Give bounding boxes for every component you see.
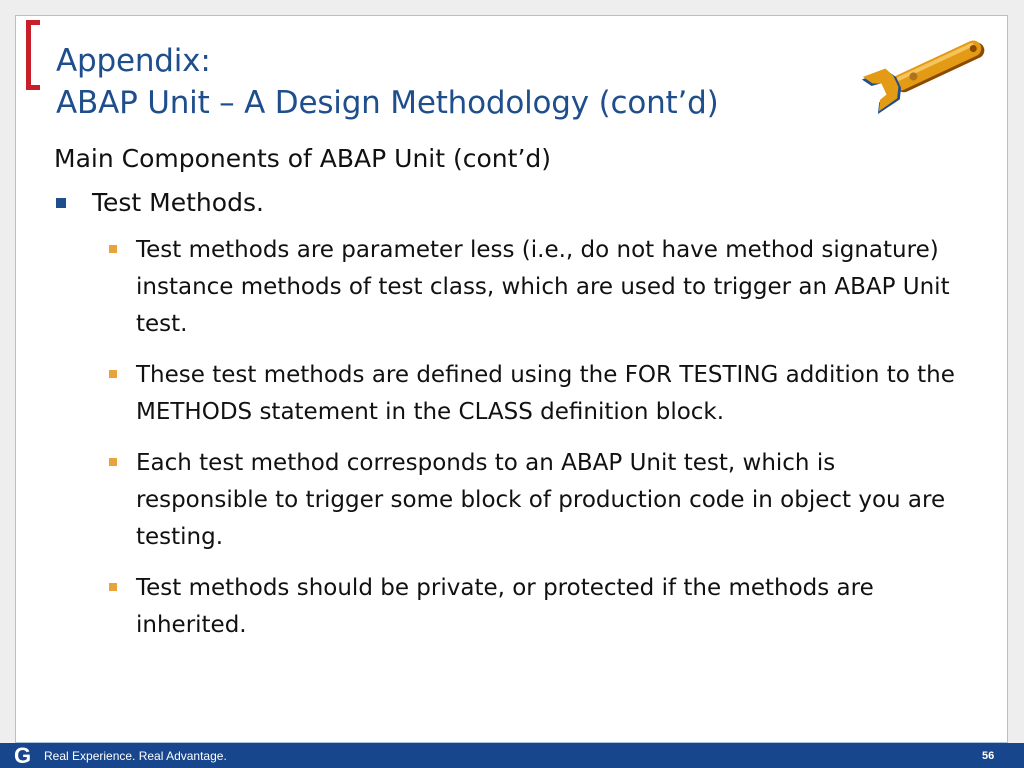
page-title (56, 40, 719, 124)
square-bullet-icon (109, 370, 117, 378)
square-bullet-icon (109, 458, 117, 466)
bullet-level-2 (54, 232, 956, 343)
bullet-text: These test methods are defined using the FOR TESTING addition to the METHODS statement in the CLASS definition block. (136, 362, 955, 425)
bullet-level-1 (54, 186, 954, 220)
bullet-text: Test methods are parameter less (i.e., do not have method signature) instance methods of test class, which are used to trigger an ABAP Unit test. (136, 237, 950, 337)
square-bullet-icon (56, 198, 66, 208)
bullet-text: Test Methods. (92, 188, 264, 217)
title-line-1: Appendix: (56, 43, 211, 79)
bullet-level-2 (54, 357, 956, 431)
slide-body (54, 142, 954, 658)
bullet-level-2 (54, 445, 956, 556)
page-number: 56 (982, 750, 995, 762)
wrench-icon (858, 30, 994, 120)
section-heading: Main Components of ABAP Unit (cont’d) (54, 144, 552, 173)
bullet-text: Test methods should be private, or protected if the methods are inherited. (136, 575, 874, 638)
title-bracket (26, 20, 40, 90)
company-logo-icon: G (14, 743, 32, 768)
square-bullet-icon (109, 583, 117, 591)
square-bullet-icon (109, 245, 117, 253)
bullet-level-2 (54, 570, 956, 644)
bullet-text: Each test method corresponds to an ABAP Unit test, which is responsible to trigger some block of production code in object you are testing. (136, 450, 946, 550)
title-line-2: ABAP Unit – A Design Methodology (cont’d) (56, 85, 719, 121)
footer-tagline: Real Experience. Real Advantage. (44, 749, 227, 763)
